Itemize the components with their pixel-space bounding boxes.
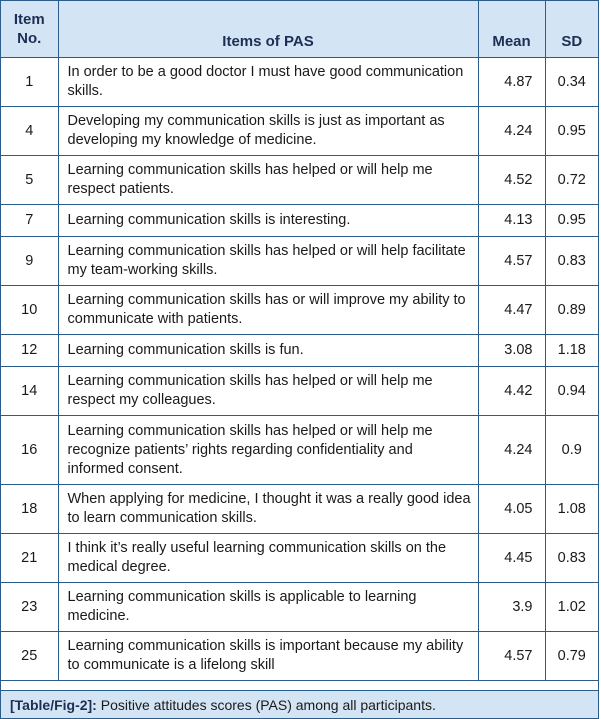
cell-item-no: 25 [1,632,58,681]
table-row [1,335,598,367]
cell-item-text: I think it’s really useful learning communication skills on the medical degree. [58,534,478,583]
table-row [1,367,598,416]
cell-item-text: Learning communication skills has or will improve my ability to communicate with patients. [58,286,478,335]
cell-sd: 0.9 [545,416,598,485]
cell-sd: 0.83 [545,237,598,286]
cell-item-text: Learning communication skills has helped or will help facilitate my team-working skills. [58,237,478,286]
cell-item-no: 4 [1,107,58,156]
cell-mean: 4.13 [478,205,545,237]
cell-sd: 0.95 [545,205,598,237]
cell-mean: 4.42 [478,367,545,416]
table-body [1,58,598,681]
cell-mean: 4.57 [478,632,545,681]
cell-item-text: Learning communication skills has helped or will help me respect patients. [58,156,478,205]
cell-sd: 1.02 [545,583,598,632]
cell-item-text: Learning communication skills has helped or will help me respect my colleagues. [58,367,478,416]
cell-item-no: 5 [1,156,58,205]
cell-sd: 0.34 [545,58,598,107]
cell-mean: 3.08 [478,335,545,367]
table-row [1,107,598,156]
table-row [1,583,598,632]
table-caption [1,690,598,718]
cell-item-no: 10 [1,286,58,335]
cell-sd: 1.08 [545,485,598,534]
table-header [1,1,598,58]
cell-mean: 4.45 [478,534,545,583]
header-item-no: Item No. [1,1,58,58]
caption-label: [Table/Fig-2]: [10,697,97,713]
cell-item-no: 9 [1,237,58,286]
cell-item-no: 21 [1,534,58,583]
table-row [1,485,598,534]
table-row [1,632,598,681]
cell-sd: 0.94 [545,367,598,416]
header-sd: SD [545,1,598,58]
cell-mean: 4.57 [478,237,545,286]
cell-sd: 0.72 [545,156,598,205]
header-items-of-pas: Items of PAS [58,1,478,58]
cell-sd: 0.79 [545,632,598,681]
table-row [1,534,598,583]
cell-item-no: 18 [1,485,58,534]
caption-text: Positive attitudes scores (PAS) among all participants. [96,697,436,713]
cell-item-text: Learning communication skills is applicable to learning medicine. [58,583,478,632]
cell-mean: 4.87 [478,58,545,107]
cell-item-no: 16 [1,416,58,485]
cell-sd: 1.18 [545,335,598,367]
table-row [1,237,598,286]
header-mean: Mean [478,1,545,58]
table-row [1,58,598,107]
cell-mean: 4.24 [478,107,545,156]
cell-mean: 3.9 [478,583,545,632]
cell-mean: 4.52 [478,156,545,205]
cell-item-text: Learning communication skills is interesting. [58,205,478,237]
cell-sd: 0.95 [545,107,598,156]
cell-sd: 0.83 [545,534,598,583]
table-row [1,416,598,485]
cell-item-text: Learning communication skills is fun. [58,335,478,367]
pas-table [1,1,598,681]
cell-item-text: Developing my communication skills is just as important as developing my knowledge of medicine. [58,107,478,156]
cell-sd: 0.89 [545,286,598,335]
cell-item-text: When applying for medicine, I thought it was a really good idea to learn communication skills. [58,485,478,534]
cell-mean: 4.05 [478,485,545,534]
cell-item-text: Learning communication skills has helped or will help me recognize patients’ rights regarding confidentiality and informed consent. [58,416,478,485]
cell-item-no: 23 [1,583,58,632]
cell-item-no: 14 [1,367,58,416]
table-row [1,205,598,237]
cell-item-no: 12 [1,335,58,367]
cell-mean: 4.47 [478,286,545,335]
table-row [1,156,598,205]
cell-item-text: In order to be a good doctor I must have good communication skills. [58,58,478,107]
cell-item-no: 1 [1,58,58,107]
cell-item-no: 7 [1,205,58,237]
table-row [1,286,598,335]
cell-mean: 4.24 [478,416,545,485]
cell-item-text: Learning communication skills is important because my ability to communicate is a lifelong skill [58,632,478,681]
